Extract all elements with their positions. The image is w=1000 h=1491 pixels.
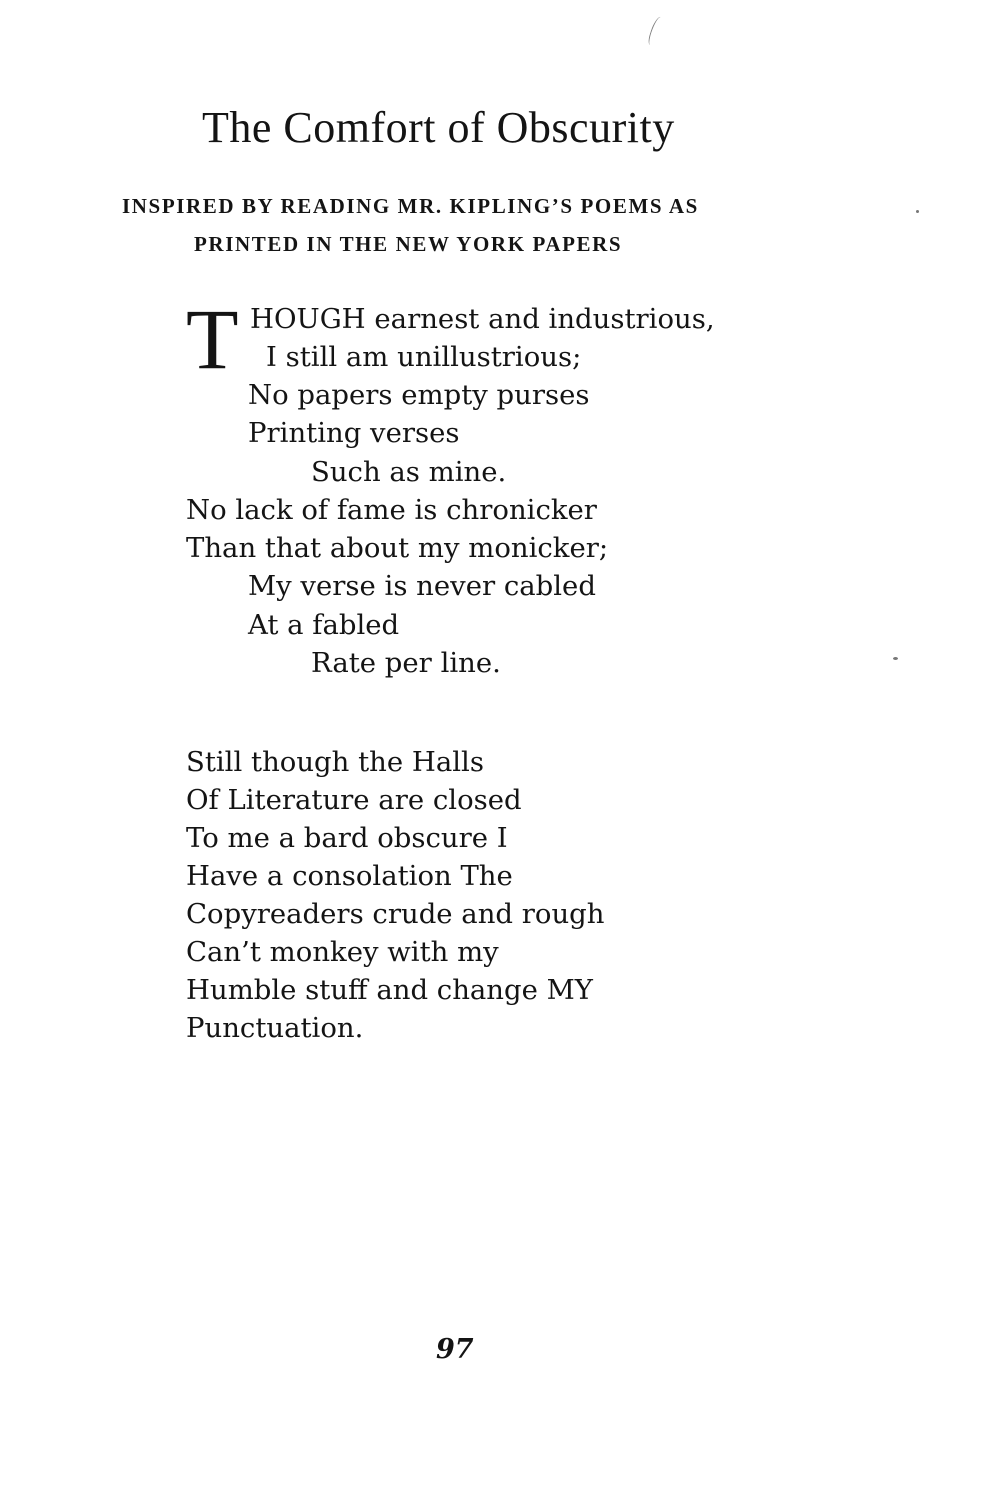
poem-line: No papers empty purses	[248, 379, 590, 411]
poem-line: Still though the Halls	[186, 746, 484, 778]
subtitle-line-1: INSPIRED BY READING MR. KIPLING’S POEMS AS	[122, 194, 699, 218]
pencil-mark	[647, 15, 665, 46]
drop-cap: T	[186, 291, 239, 387]
poem-line: Punctuation.	[186, 1012, 364, 1044]
poem-line: HOUGH earnest and industrious,	[250, 303, 715, 335]
poem-line: Of Literature are closed	[186, 784, 522, 816]
poem-line: At a fabled	[248, 609, 400, 641]
poem-line: To me a bard obscure I	[186, 822, 508, 854]
poem-line: My verse is never cabled	[248, 570, 596, 602]
page-number: 97	[436, 1334, 474, 1365]
poem-line: No lack of fame is chronicker	[186, 494, 597, 526]
poem-line: Have a consolation The	[186, 860, 513, 892]
poem-line: Can’t monkey with my	[186, 936, 499, 968]
poem-line: Than that about my monicker;	[186, 532, 609, 564]
poem-line: I still am unillustrious;	[266, 341, 582, 373]
poem-line: Rate per line.	[311, 647, 501, 679]
paper-speck	[916, 210, 919, 213]
poem-line: Copyreaders crude and rough	[186, 898, 605, 930]
poem-line: Humble stuff and change MY	[186, 974, 593, 1006]
paper-speck	[893, 657, 898, 660]
poem-title: The Comfort of Obscurity	[202, 103, 675, 152]
poem-line: Such as mine.	[311, 456, 507, 488]
subtitle-line-2: PRINTED IN THE NEW YORK PAPERS	[194, 232, 623, 256]
poem-line: Printing verses	[248, 417, 460, 449]
